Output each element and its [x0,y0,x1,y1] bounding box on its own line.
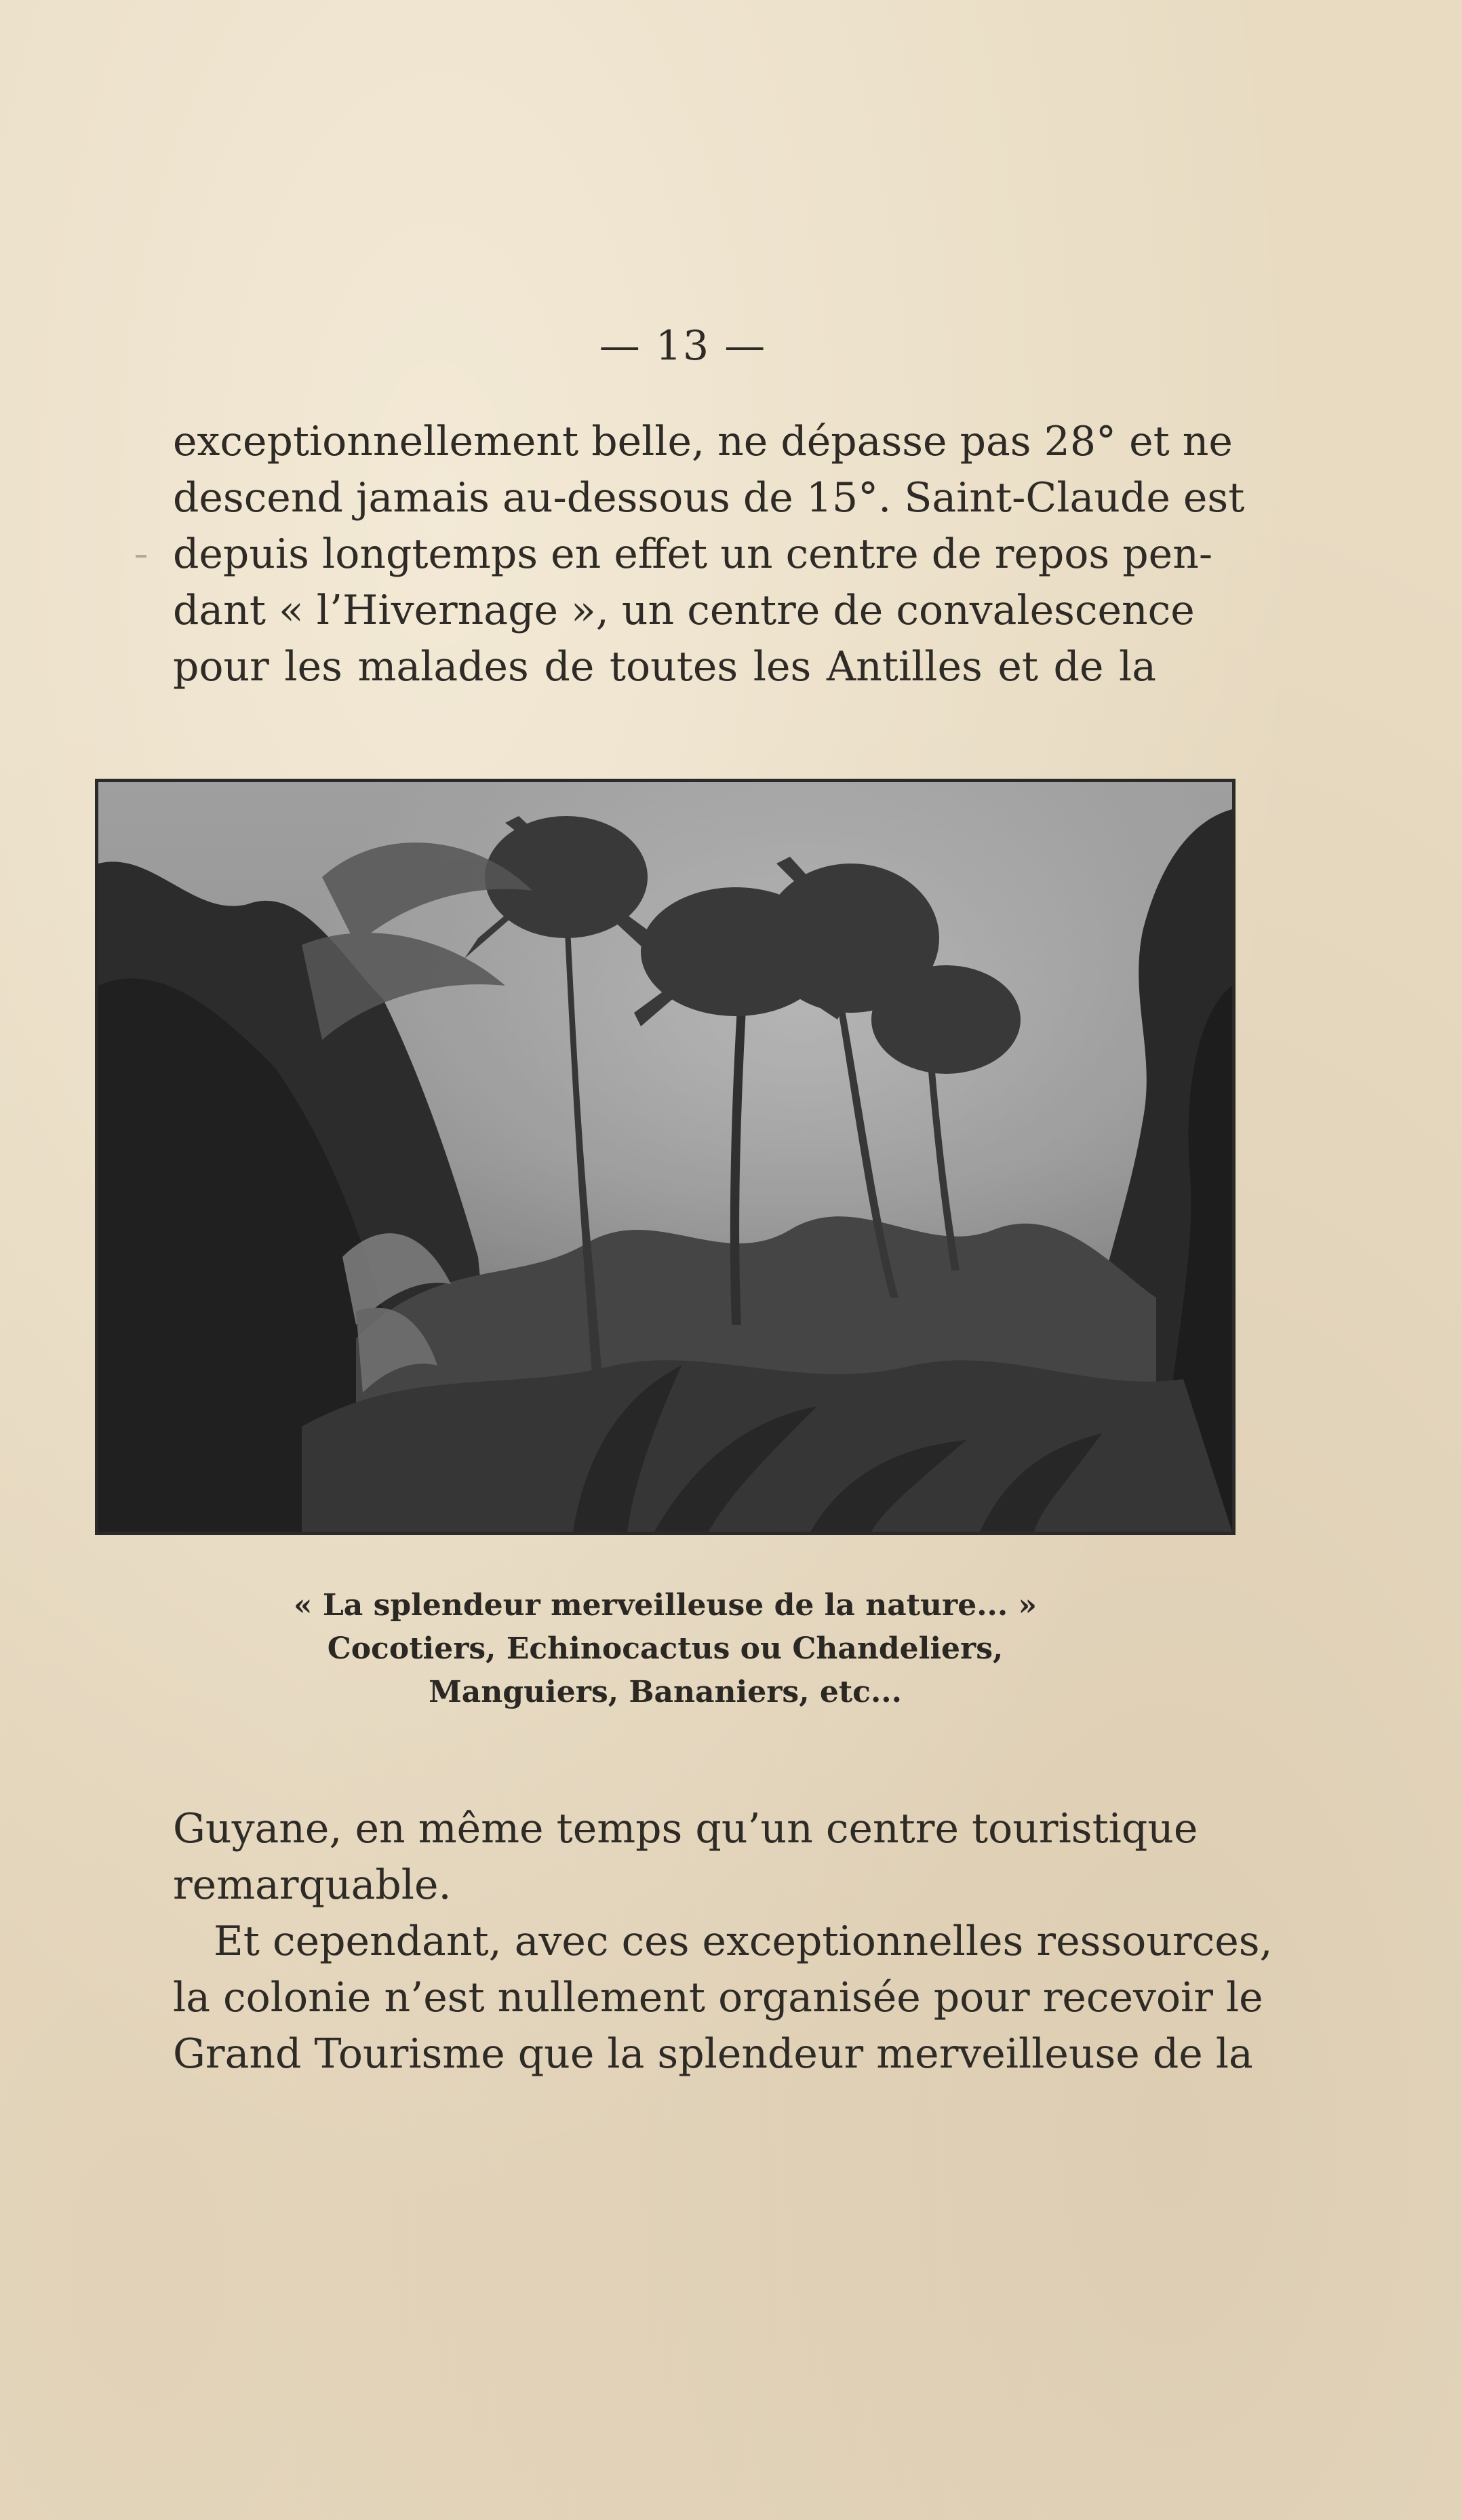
text-line: exceptionnellement belle, ne dépasse pas 28° et ne [173,418,1233,465]
page-number: — 13 — [599,322,767,370]
text-line: dant « l’Hivernage », un centre de convalescence [173,587,1195,634]
tropical-vegetation-photo [95,779,1236,1535]
text-line: pour les malades de toutes les Antilles et de la [173,643,1156,691]
text-line: Et cependant, avec ces exceptionnelles ressources, [214,1918,1273,1965]
top-paragraph [173,414,1245,695]
caption-line: Cocotiers, Echinocactus ou Chandeliers, [327,1631,1004,1666]
caption-line: Manguiers, Bananiers, etc... [429,1675,902,1709]
text-line: remarquable. [173,1861,452,1909]
text-line: descend jamais au-dessous de 15°. Saint-Claude est [173,474,1245,522]
photo-image [98,782,1232,1532]
text-line: Guyane, en même temps qu’un centre touristique [173,1805,1198,1853]
caption-line: « La splendeur merveilleuse de la nature... » [294,1588,1037,1623]
text-line: la colonie n’est nullement organisée pour recevoir le [173,1974,1263,2021]
bottom-paragraphs [173,1801,1273,2082]
text-line: Grand Tourisme que la splendeur merveilleuse de la [173,2030,1253,2078]
text-line: depuis longtemps en effet un centre de repos pen- [173,530,1213,578]
photo-caption [95,1584,1236,1714]
margin-mark [136,555,146,558]
